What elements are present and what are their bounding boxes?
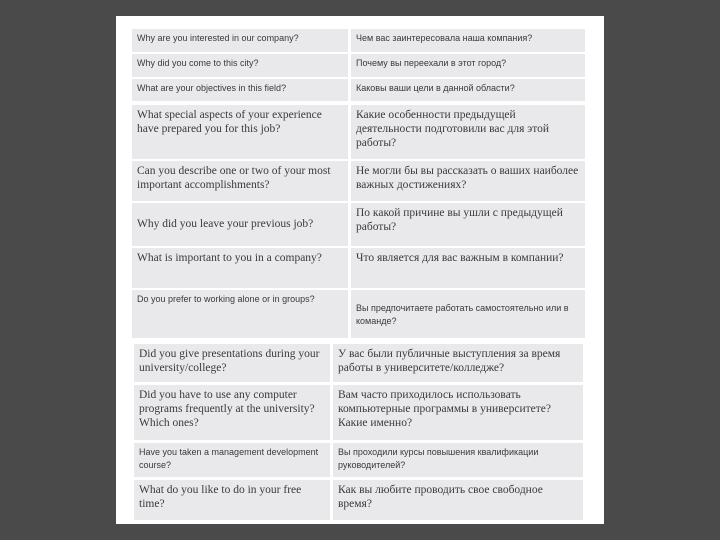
interview-questions-sheet xyxy=(116,16,604,524)
russian-translation: Вы предпочитаете работать самостоятельно или в команде? xyxy=(351,290,585,338)
english-question: Did you have to use any computer programs frequently at the university? Which ones? xyxy=(134,385,330,440)
russian-translation: Какие особенности предыдущей деятельности подготовили вас для этой работы? xyxy=(351,105,585,159)
russian-translation: Чем вас заинтересовала наша компания? xyxy=(351,29,585,52)
english-question: What is important to you in a company? xyxy=(132,248,348,288)
table-row xyxy=(134,443,583,477)
english-question: What do you like to do in your free time? xyxy=(134,480,330,520)
russian-translation: По какой причине вы ушли с предыдущей работы? xyxy=(351,203,585,246)
russian-translation: Не могли бы вы рассказать о ваших наиболее важных достижениях? xyxy=(351,161,585,201)
table-row xyxy=(132,161,585,201)
russian-translation: Почему вы переехали в этот город? xyxy=(351,54,585,77)
russian-translation: Вам часто приходилось использовать компьютерные программы в университете? Какие именно? xyxy=(333,385,583,440)
table-row xyxy=(134,344,583,382)
table-row xyxy=(134,385,583,440)
table-row xyxy=(132,248,585,288)
table-row xyxy=(134,480,583,520)
english-question: Why did you leave your previous job? xyxy=(132,203,348,246)
english-question: Why are you interested in our company? xyxy=(132,29,348,52)
english-question: Do you prefer to working alone or in groups? xyxy=(132,290,348,338)
table-row xyxy=(132,29,585,52)
russian-translation: Как вы любите проводить свое свободное время? xyxy=(333,480,583,520)
english-question: Have you taken a management development course? xyxy=(134,443,330,477)
table-row xyxy=(132,203,585,246)
table-row xyxy=(132,105,585,159)
english-question: What special aspects of your experience have prepared you for this job? xyxy=(132,105,348,159)
russian-translation: Каковы ваши цели в данной области? xyxy=(351,79,585,101)
english-question: What are your objectives in this field? xyxy=(132,79,348,101)
english-question: Why did you come to this city? xyxy=(132,54,348,77)
english-question: Can you describe one or two of your most important accomplishments? xyxy=(132,161,348,201)
table-row xyxy=(132,54,585,77)
table-row xyxy=(132,290,585,338)
russian-translation: Что является для вас важным в компании? xyxy=(351,248,585,288)
english-question: Did you give presentations during your university/college? xyxy=(134,344,330,382)
russian-translation: Вы проходили курсы повышения квалификации руководителей? xyxy=(333,443,583,477)
russian-translation: У вас были публичные выступления за время работы в университете/колледже? xyxy=(333,344,583,382)
table-row xyxy=(132,79,585,101)
